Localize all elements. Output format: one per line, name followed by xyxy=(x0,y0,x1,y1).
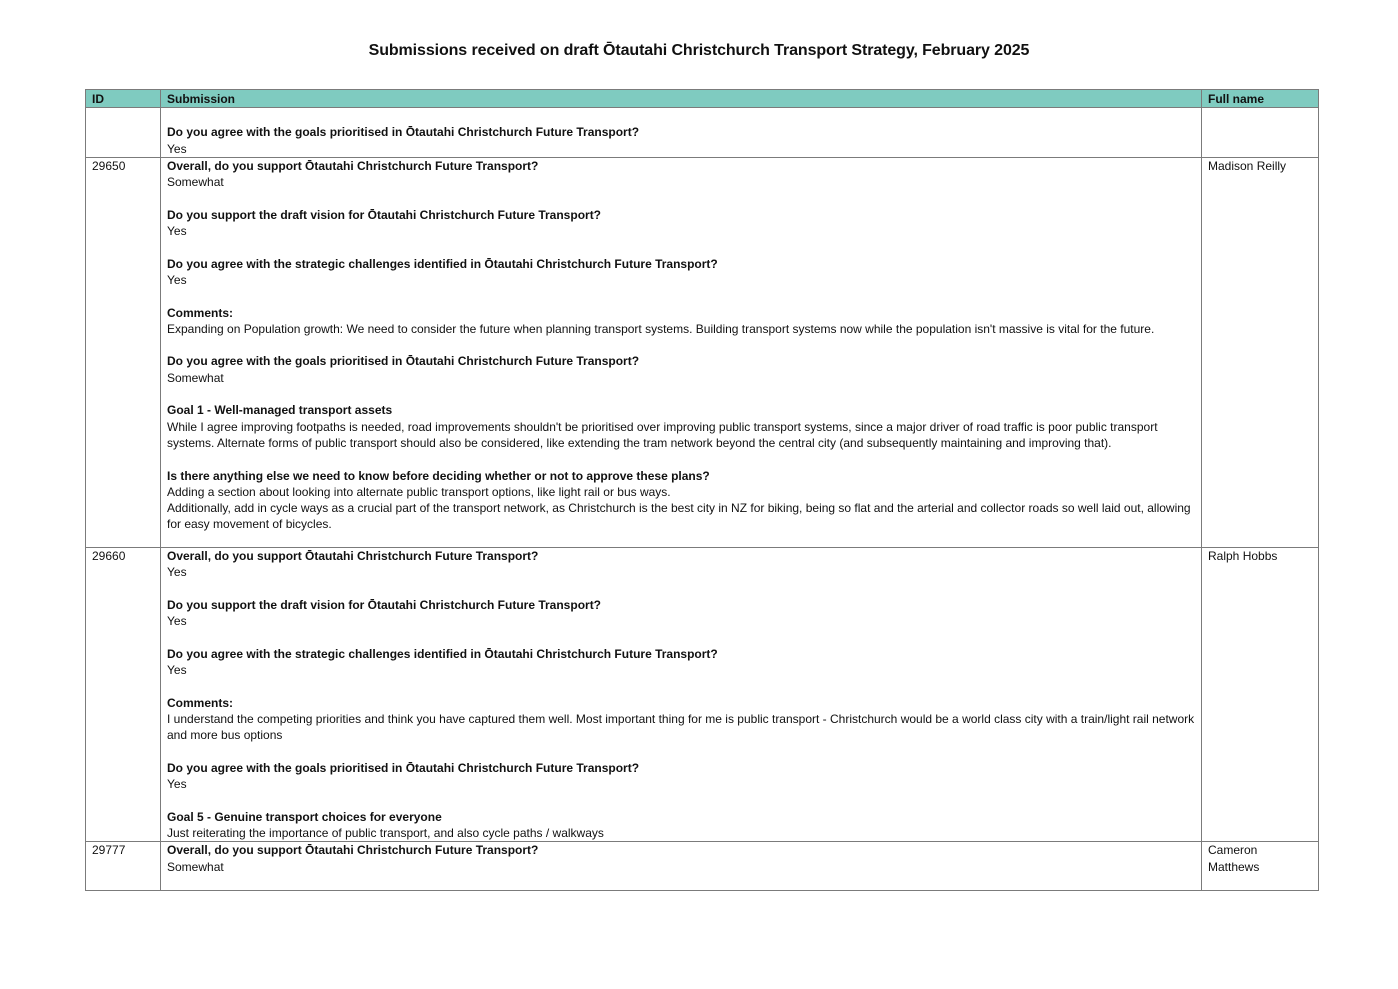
answer-continued: Additionally, add in cycle ways as a crucial part of the transport network, as Christchurch is the best city in NZ for biking, being so flat and the arterial and collector roads so well laid out, allowing for easy movement of bicycles. xyxy=(167,501,1191,532)
question-answer xyxy=(167,256,1195,289)
table-row xyxy=(86,157,1319,547)
question-answer xyxy=(167,402,1195,451)
submission-id: 29777 xyxy=(86,842,161,891)
question-answer xyxy=(167,809,1195,842)
question: Do you agree with the goals prioritised in Ōtautahi Christchurch Future Transport? xyxy=(167,760,640,775)
submission-cell xyxy=(161,108,1202,158)
answer: Yes xyxy=(167,224,187,239)
question-answer xyxy=(167,305,1195,338)
question: Overall, do you support Ōtautahi Christchurch Future Transport? xyxy=(167,548,539,563)
question-answer xyxy=(167,158,1195,191)
page-title: Submissions received on draft Ōtautahi Christchurch Transport Strategy, February 2025 xyxy=(368,42,1030,59)
answer: Yes xyxy=(167,565,187,580)
question: Do you support the draft vision for Ōtautahi Christchurch Future Transport? xyxy=(167,207,602,222)
question: Comments: xyxy=(167,305,234,320)
answer: Yes xyxy=(167,141,187,156)
submitter-name: Madison Reilly xyxy=(1202,157,1319,547)
question: Goal 1 - Well-managed transport assets xyxy=(167,403,393,418)
submission-cell xyxy=(161,157,1202,547)
question: Do you agree with the goals prioritised in Ōtautahi Christchurch Future Transport? xyxy=(167,354,640,369)
question: Goal 5 - Genuine transport choices for everyone xyxy=(167,809,442,824)
submission-id: 29650 xyxy=(86,157,161,547)
table-row xyxy=(86,108,1319,158)
submission-cell xyxy=(161,842,1202,891)
answer: Yes xyxy=(167,662,187,677)
answer: Just reiterating the importance of public transport, and also cycle paths / walkways xyxy=(167,825,604,840)
question: Do you agree with the strategic challenges identified in Ōtautahi Christchurch Future Transport? xyxy=(167,646,718,661)
answer: While I agree improving footpaths is needed, road improvements shouldn't be prioritised over improving public transport systems, since a major driver of road traffic is poor public transport systems. Alternate forms of public transport should also be considered, like extending the tram network beyond the central city (and subsequently maintaining and improving that). xyxy=(167,419,1158,450)
submission-cell xyxy=(161,547,1202,841)
answer: Adding a section about looking into alternate public transport options, like light rail or bus ways. xyxy=(167,484,671,499)
header-full-name: Full name xyxy=(1202,90,1319,108)
question-answer xyxy=(167,695,1195,744)
question: Overall, do you support Ōtautahi Christchurch Future Transport? xyxy=(167,843,539,858)
submitter-name xyxy=(1202,108,1319,158)
question: Do you agree with the goals prioritised in Ōtautahi Christchurch Future Transport? xyxy=(167,125,640,140)
answer: Expanding on Population growth: We need to consider the future when planning transport systems. Building transport systems now while the population isn't massive is vital for the future. xyxy=(167,321,1155,336)
question-answer xyxy=(167,353,1195,386)
submitter-name: Ralph Hobbs xyxy=(1202,547,1319,841)
submissions-table xyxy=(85,89,1319,891)
answer: Yes xyxy=(167,614,187,629)
question-answer xyxy=(167,597,1195,630)
header-submission: Submission xyxy=(161,90,1202,108)
question: Do you agree with the strategic challenges identified in Ōtautahi Christchurch Future Transport? xyxy=(167,256,718,271)
question-answer xyxy=(167,468,1195,533)
header-id: ID xyxy=(86,90,161,108)
question-answer xyxy=(167,207,1195,240)
table-header-row xyxy=(86,90,1319,108)
submitter-name: Cameron Matthews xyxy=(1202,842,1319,891)
question: Comments: xyxy=(167,695,234,710)
answer: Somewhat xyxy=(167,859,224,874)
submission-id: 29660 xyxy=(86,547,161,841)
answer: Somewhat xyxy=(167,370,224,385)
answer: Yes xyxy=(167,272,187,287)
submission-id xyxy=(86,108,161,158)
question: Is there anything else we need to know before deciding whether or not to approve these plans? xyxy=(167,468,710,483)
table-row xyxy=(86,547,1319,841)
table-row xyxy=(86,842,1319,891)
answer: Yes xyxy=(167,777,187,792)
answer: I understand the competing priorities and think you have captured them well. Most important thing for me is public transport - Christchurch would be a world class city with a train/light rail network and more bus options xyxy=(167,711,1195,743)
question: Overall, do you support Ōtautahi Christchurch Future Transport? xyxy=(167,158,539,173)
question-answer xyxy=(167,760,1195,793)
question-answer xyxy=(167,842,1195,875)
question-answer xyxy=(167,548,1195,581)
answer: Somewhat xyxy=(167,175,224,190)
question: Do you support the draft vision for Ōtautahi Christchurch Future Transport? xyxy=(167,597,602,612)
question-answer xyxy=(167,108,1195,157)
question-answer xyxy=(167,646,1195,679)
